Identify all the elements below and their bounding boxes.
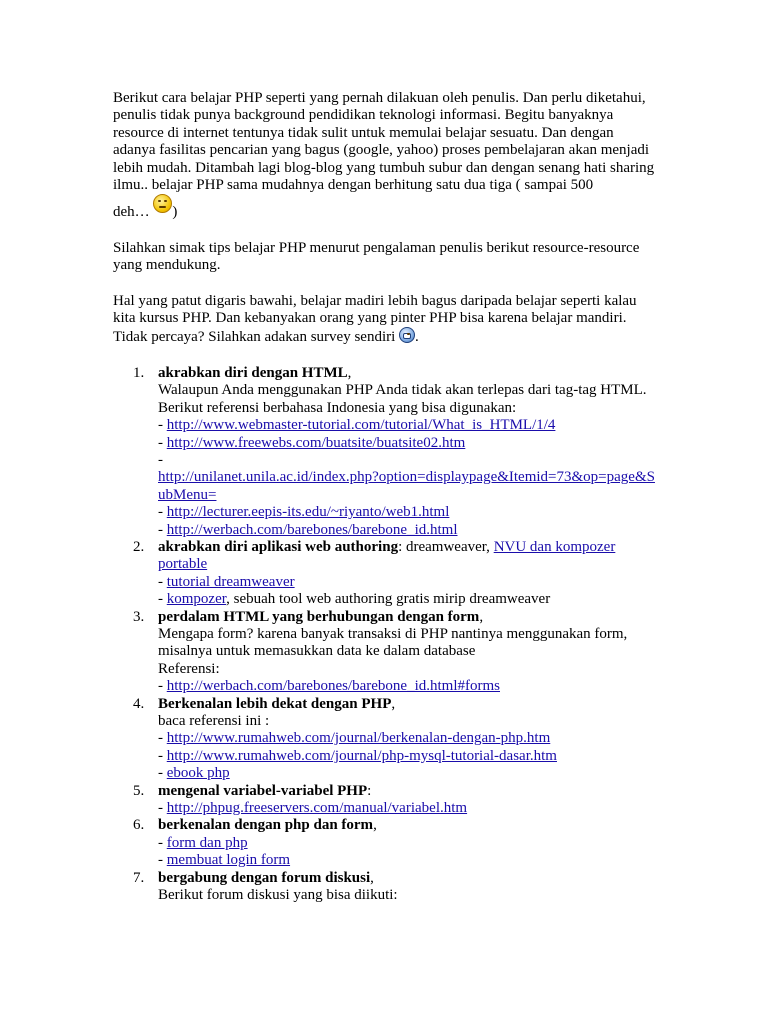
intro-paragraph-3 — [113, 293, 655, 347]
list-item — [113, 539, 658, 609]
item-title-suffix: : dreamweaver, — [398, 538, 490, 555]
item-title: perdalam HTML yang berhubungan dengan form — [158, 608, 480, 625]
intro-p3-end: . — [415, 329, 419, 346]
list-number: 7. — [133, 869, 145, 886]
item-title: Berkenalan lebih dekat dengan PHP — [158, 695, 392, 712]
phpug-variabel-link[interactable]: http://phpug.freeservers.com/manual/variabel.htm — [166, 800, 468, 817]
item-title: akrabkan diri dengan HTML — [158, 364, 348, 381]
list-item — [113, 365, 658, 539]
dash-text: - — [158, 434, 163, 451]
dash-text: - — [158, 591, 163, 608]
item-description: Walaupun Anda menggunakan PHP Anda tidak akan terlepas dari tag-tag HTML. — [158, 382, 647, 399]
item-title-suffix: , — [391, 695, 396, 712]
item-title-suffix: , — [373, 817, 377, 834]
dash-text: - — [158, 451, 163, 468]
intro-p1-close: ) — [172, 204, 178, 221]
list-item — [113, 870, 658, 905]
item-title-suffix: , — [479, 608, 484, 625]
kompozer-description: , sebuah tool web authoring gratis mirip dreamweaver — [226, 591, 551, 608]
eepis-link[interactable]: http://lecturer.eepis-its.edu/~riyanto/web1.html — [166, 504, 450, 521]
rumahweb-berkenalan-link[interactable]: http://www.rumahweb.com/journal/berkenalan-dengan-php.htm — [166, 730, 551, 747]
werbach-link[interactable]: http://werbach.com/barebones/barebone_id.html — [166, 521, 458, 538]
dash-text: - — [158, 765, 163, 782]
dash-text: - — [158, 521, 163, 538]
rumahweb-tutorial-link[interactable]: http://www.rumahweb.com/journal/php-mysql-tutorial-dasar.htm — [166, 747, 557, 764]
dash-text: - — [158, 747, 163, 764]
item-title: akrabkan diri aplikasi web authoring — [158, 538, 399, 555]
dash-text: - — [158, 504, 163, 521]
intro-p1-end: deh… — [113, 204, 150, 221]
intro-paragraph-1 — [113, 90, 655, 222]
kompozer-link[interactable]: kompozer — [166, 591, 227, 608]
dash-text: - — [158, 573, 163, 590]
list-number: 2. — [133, 538, 145, 555]
list-number: 6. — [133, 817, 145, 834]
item-title-suffix: , — [347, 364, 352, 381]
freewebs-link[interactable]: http://www.freewebs.com/buatsite/buatsite02.htm — [166, 434, 466, 451]
unilanet-link[interactable]: http://unilanet.unila.ac.id/index.php?option=displaypage&Itemid=73&op=page&SubMenu= — [158, 469, 655, 503]
webmaster-tutorial-link[interactable]: http://www.webmaster-tutorial.com/tutorial/What_is_HTML/1/4 — [166, 417, 556, 434]
item-title-suffix: : — [367, 782, 372, 799]
list-item — [113, 817, 658, 869]
item-title: berkenalan dengan php dan form — [158, 817, 374, 834]
dash-text: - — [158, 800, 163, 817]
item-description: Berikut referensi berbahasa Indonesia yang bisa digunakan: — [158, 399, 517, 416]
list-item — [113, 783, 658, 818]
item-description: Berikut forum diskusi yang bisa diikuti: — [158, 887, 398, 904]
item-title: mengenal variabel-variabel PHP — [158, 782, 368, 799]
dash-text: - — [158, 834, 163, 851]
intro-p1-text: Berikut cara belajar PHP seperti yang pernah dilakuan oleh penulis. Dan perlu diketahui, penulis tidak punya background pendidikan teknologi informasi. Begitu banyaknya resource di internet tentunya tidak sulit untuk memulai belajar sesuatu. Dan dengan adanya fasilitas pencarian yang bagus (google, yahoo) proses pembelajaran akan menjadi lebih mudah. Ditambah lagi blog-blog yang tumbuh subur dan dengan senang hati sharing ilmu.. belajar PHP sama mudahnya dengan berhitung satu dua tiga ( sampai 500 — [113, 90, 655, 194]
tutorial-dreamweaver-link[interactable]: tutorial dreamweaver — [166, 573, 295, 590]
smirk-emoji-icon — [153, 194, 172, 213]
form-dan-php-link[interactable]: form dan php — [166, 834, 248, 851]
item-description: Mengapa form? karena banyak transaksi di PHP nantinya menggunakan form, misalnya untuk memasukkan data ke dalam database — [158, 625, 628, 660]
dash-text: - — [158, 678, 163, 695]
list-number: 5. — [133, 782, 145, 799]
document-body — [113, 90, 658, 904]
list-item — [113, 609, 658, 696]
intro-paragraph-2: Silahkan simak tips belajar PHP menurut pengalaman penulis berikut resource-resource yang mendukung. — [113, 239, 640, 274]
item-description: baca referensi ini : — [158, 713, 270, 729]
list-number: 3. — [133, 608, 145, 625]
tips-list — [113, 365, 658, 905]
nvu-kompozer-link[interactable]: NVU dan kompozer portable — [158, 538, 616, 573]
dash-text: - — [158, 852, 163, 869]
membuat-login-form-link[interactable]: membuat login form — [166, 852, 291, 869]
dash-text: - — [158, 730, 163, 747]
list-item — [113, 696, 658, 783]
item-title: bergabung dengan forum diskusi — [158, 869, 371, 886]
list-number: 1. — [133, 364, 145, 381]
werbach-forms-link[interactable]: http://werbach.com/barebones/barebone_id.html#forms — [166, 678, 500, 695]
item-title-suffix: , — [370, 869, 374, 886]
list-number: 4. — [133, 695, 145, 712]
ebook-php-link[interactable]: ebook php — [166, 765, 230, 782]
dash-text: - — [158, 417, 163, 434]
intro-p3-text: Hal yang patut digaris bawahi, belajar madiri lebih bagus daripada belajar seperti kalau kita kursus PHP. Dan kebanyakan orang yang pinter PHP bisa karena belajar mandiri. Tidak percaya? Silahkan adakan survey sendiri — [113, 292, 637, 346]
grin-emoji-icon — [399, 327, 415, 343]
item-description: Referensi: — [158, 660, 220, 677]
